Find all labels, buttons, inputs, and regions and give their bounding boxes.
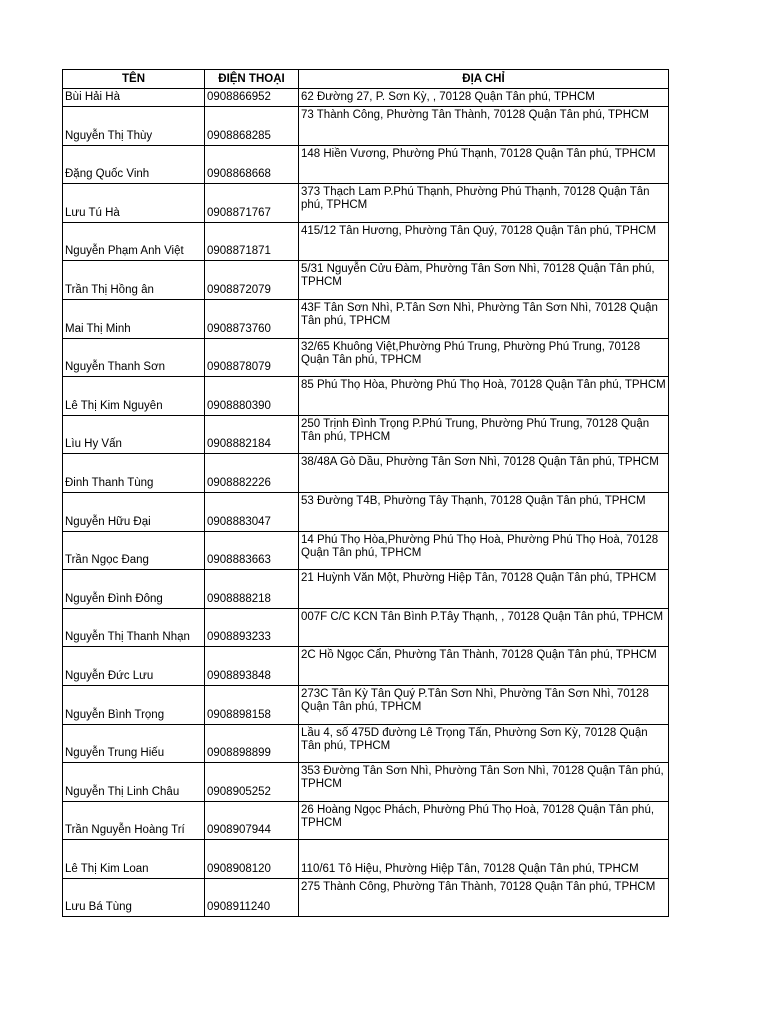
cell-name: Nguyễn Trung Hiếu xyxy=(63,724,205,763)
cell-phone: 0908905252 xyxy=(205,763,299,802)
cell-address: 415/12 Tân Hương, Phường Tân Quý, 70128 Quận Tân phú, TPHCM xyxy=(299,222,669,261)
cell-phone: 0908908120 xyxy=(205,840,299,879)
cell-phone: 0908872079 xyxy=(205,261,299,300)
cell-name: Nguyễn Thị Linh Châu xyxy=(63,763,205,802)
cell-phone: 0908898158 xyxy=(205,685,299,724)
cell-phone: 0908898899 xyxy=(205,724,299,763)
cell-name: Trần Nguyễn Hoàng Trí xyxy=(63,801,205,840)
table-row xyxy=(63,377,669,416)
cell-address: 38/48A Gò Dầu, Phường Tân Sơn Nhì, 70128 Quận Tân phú, TPHCM xyxy=(299,454,669,493)
cell-phone: 0908883663 xyxy=(205,531,299,570)
table-header xyxy=(63,70,669,89)
cell-name: Đinh Thanh Tùng xyxy=(63,454,205,493)
cell-name: Nguyễn Phạm Anh Việt xyxy=(63,222,205,261)
cell-address: 43F Tân Sơn Nhì, P.Tân Sơn Nhì, Phường Tân Sơn Nhì, 70128 Quận Tân phú, TPHCM xyxy=(299,299,669,338)
cell-phone: 0908873760 xyxy=(205,299,299,338)
table-row xyxy=(63,299,669,338)
cell-phone: 0908868285 xyxy=(205,107,299,146)
table-row xyxy=(63,107,669,146)
table-body xyxy=(63,89,669,917)
cell-name: Nguyễn Đình Đông xyxy=(63,570,205,609)
header-name: TÊN xyxy=(63,70,205,89)
header-row xyxy=(63,70,669,89)
cell-phone: 0908888218 xyxy=(205,570,299,609)
table-row xyxy=(63,222,669,261)
cell-name: Lê Thị Kim Loan xyxy=(63,840,205,879)
cell-name: Nguyễn Thị Thanh Nhạn xyxy=(63,608,205,647)
cell-address: 62 Đường 27, P. Sơn Kỳ, , 70128 Quận Tân phú, TPHCM xyxy=(299,89,669,107)
table-row xyxy=(63,685,669,724)
cell-address: 250 Trịnh Đình Trọng P.Phú Trung, Phường Phú Trung, 70128 Quận Tân phú, TPHCM xyxy=(299,415,669,454)
table-row xyxy=(63,608,669,647)
table-row xyxy=(63,763,669,802)
cell-phone: 0908907944 xyxy=(205,801,299,840)
cell-address: 275 Thành Công, Phường Tân Thành, 70128 Quận Tân phú, TPHCM xyxy=(299,878,669,917)
cell-phone: 0908871767 xyxy=(205,184,299,223)
cell-phone: 0908868668 xyxy=(205,145,299,184)
cell-address: 353 Đường Tân Sơn Nhì, Phường Tân Sơn Nhì, 70128 Quận Tân phú, TPHCM xyxy=(299,763,669,802)
header-address: ĐỊA CHỈ xyxy=(299,70,669,89)
cell-name: Đặng Quốc Vinh xyxy=(63,145,205,184)
cell-address: 373 Thạch Lam P.Phú Thạnh, Phường Phú Thạnh, 70128 Quận Tân phú, TPHCM xyxy=(299,184,669,223)
cell-name: Lìu Hy Vấn xyxy=(63,415,205,454)
cell-name: Nguyễn Thanh Sơn xyxy=(63,338,205,377)
cell-phone: 0908878079 xyxy=(205,338,299,377)
table-row xyxy=(63,840,669,879)
contact-table xyxy=(62,69,669,917)
cell-name: Trần Ngọc Đang xyxy=(63,531,205,570)
cell-address: 007F C/C KCN Tân Bình P.Tây Thạnh, , 70128 Quận Tân phú, TPHCM xyxy=(299,608,669,647)
header-phone: ĐIỆN THOẠI xyxy=(205,70,299,89)
cell-phone: 0908880390 xyxy=(205,377,299,416)
contact-sheet xyxy=(62,69,668,917)
cell-address: 2C Hồ Ngọc Cẩn, Phường Tân Thành, 70128 Quận Tân phú, TPHCM xyxy=(299,647,669,686)
cell-name: Nguyễn Đức Lưu xyxy=(63,647,205,686)
cell-phone: 0908871871 xyxy=(205,222,299,261)
cell-name: Lưu Tú Hà xyxy=(63,184,205,223)
cell-name: Mai Thị Minh xyxy=(63,299,205,338)
cell-address: 85 Phú Thọ Hòa, Phường Phú Thọ Hoà, 70128 Quận Tân phú, TPHCM xyxy=(299,377,669,416)
cell-name: Lê Thị Kim Nguyên xyxy=(63,377,205,416)
cell-address: 21 Huỳnh Văn Một, Phường Hiệp Tân, 70128 Quận Tân phú, TPHCM xyxy=(299,570,669,609)
cell-address: 26 Hoàng Ngọc Phách, Phường Phú Thọ Hoà, 70128 Quận Tân phú, TPHCM xyxy=(299,801,669,840)
table-row xyxy=(63,89,669,107)
cell-name: Lưu Bá Tùng xyxy=(63,878,205,917)
cell-address: 32/65 Khuông Việt,Phường Phú Trung, Phường Phú Trung, 70128 Quận Tân phú, TPHCM xyxy=(299,338,669,377)
cell-phone: 0908883047 xyxy=(205,492,299,531)
cell-name: Bùi Hải Hà xyxy=(63,89,205,107)
table-row xyxy=(63,184,669,223)
cell-phone: 0908866952 xyxy=(205,89,299,107)
table-row xyxy=(63,415,669,454)
table-row xyxy=(63,454,669,493)
table-row xyxy=(63,878,669,917)
cell-address: 73 Thành Công, Phường Tân Thành, 70128 Quận Tân phú, TPHCM xyxy=(299,107,669,146)
table-row xyxy=(63,531,669,570)
cell-name: Trần Thị Hồng ân xyxy=(63,261,205,300)
cell-phone: 0908911240 xyxy=(205,878,299,917)
table-row xyxy=(63,338,669,377)
cell-address: 14 Phú Thọ Hòa,Phường Phú Thọ Hoà, Phường Phú Thọ Hoà, 70128 Quận Tân phú, TPHCM xyxy=(299,531,669,570)
cell-address: 53 Đường T4B, Phường Tây Thạnh, 70128 Quận Tân phú, TPHCM xyxy=(299,492,669,531)
cell-name: Nguyễn Hữu Đại xyxy=(63,492,205,531)
table-row xyxy=(63,570,669,609)
cell-address: 110/61 Tô Hiệu, Phường Hiệp Tân, 70128 Quận Tân phú, TPHCM xyxy=(299,840,669,879)
cell-phone: 0908893848 xyxy=(205,647,299,686)
cell-address: 273C Tân Kỳ Tân Quý P.Tân Sơn Nhì, Phường Tân Sơn Nhì, 70128 Quận Tân phú, TPHCM xyxy=(299,685,669,724)
cell-name: Nguyễn Thị Thùy xyxy=(63,107,205,146)
table-row xyxy=(63,647,669,686)
cell-phone: 0908893233 xyxy=(205,608,299,647)
table-row xyxy=(63,145,669,184)
table-row xyxy=(63,261,669,300)
cell-address: 5/31 Nguyễn Cửu Đàm, Phường Tân Sơn Nhì, 70128 Quận Tân phú, TPHCM xyxy=(299,261,669,300)
cell-phone: 0908882184 xyxy=(205,415,299,454)
cell-name: Nguyễn Bình Trọng xyxy=(63,685,205,724)
table-row xyxy=(63,724,669,763)
cell-address: 148 Hiền Vương, Phường Phú Thạnh, 70128 Quận Tân phú, TPHCM xyxy=(299,145,669,184)
table-row xyxy=(63,492,669,531)
table-row xyxy=(63,801,669,840)
cell-address: Lầu 4, số 475D đường Lê Trọng Tấn, Phường Sơn Kỳ, 70128 Quận Tân phú, TPHCM xyxy=(299,724,669,763)
cell-phone: 0908882226 xyxy=(205,454,299,493)
